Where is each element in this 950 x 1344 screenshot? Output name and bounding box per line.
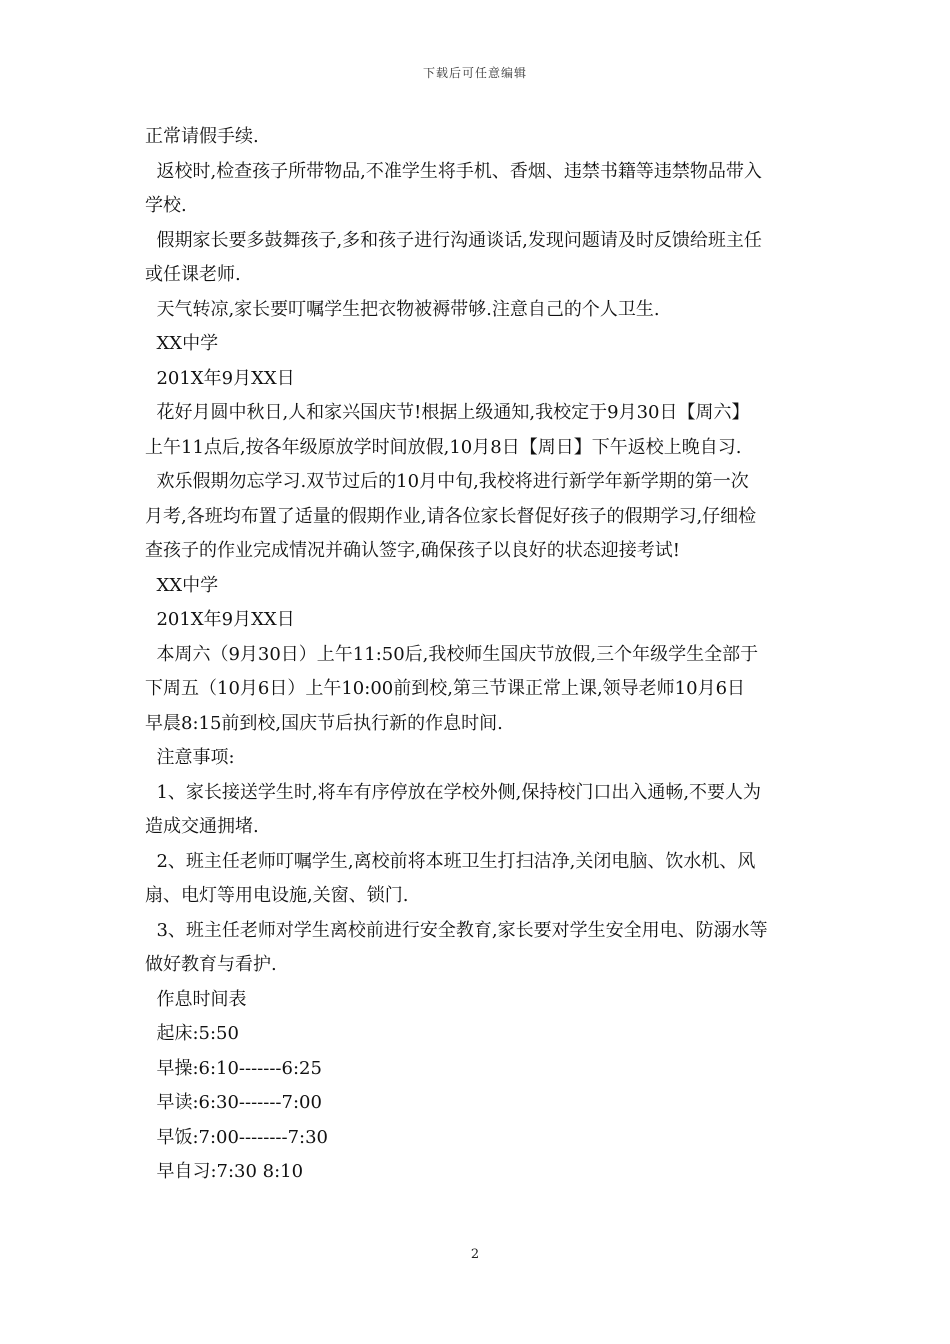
text-line: 或任课老师. [145, 264, 241, 285]
text-line: 正常请假手续. [145, 126, 259, 147]
text-line: 花好月圆中秋日,人和家兴国庆节!根据上级通知,我校定于9月30日【周六】 [145, 402, 750, 423]
text-line: 起床:5:50 [145, 1023, 239, 1044]
text-line: 返校时,检查孩子所带物品,不准学生将手机、香烟、违禁书籍等违禁物品带入 [145, 160, 762, 182]
document-body [145, 120, 810, 1190]
text-line: 扇、电灯等用电设施,关窗、锁门. [145, 885, 409, 906]
text-line: 201X年9月XX日 [145, 609, 295, 630]
text-line: 学校. [145, 195, 187, 216]
page-header: 下载后可任意编辑 [422, 66, 527, 80]
text-line: 月考,各班均布置了适量的假期作业,请各位家长督促好孩子的假期学习,仔细检 [145, 505, 757, 527]
page-number: 2 [470, 1247, 480, 1262]
text-line: 早饭:7:00--------7:30 [145, 1126, 329, 1148]
text-line: 上午11点后,按各年级原放学时间放假,10月8日【周日】下午返校上晚自习. [145, 436, 742, 458]
text-line: 201X年9月XX日 [145, 367, 295, 389]
text-line: 早读:6:30-------7:00 [145, 1092, 322, 1113]
text-line: 下周五（10月6日）上午10:00前到校,第三节课正常上课,领导老师10月6日 [145, 678, 746, 699]
text-line: XX中学 [145, 574, 219, 596]
text-line: 假期家长要多鼓舞孩子,多和孩子进行沟通谈话,发现问题请及时反馈给班主任 [145, 229, 762, 251]
text-line: 2、班主任老师叮嘱学生,离校前将本班卫生打扫洁净,关闭电脑、饮水机、风 [145, 850, 756, 872]
text-line: 早操:6:10-------6:25 [145, 1057, 322, 1079]
text-line: 作息时间表 [145, 988, 247, 1010]
text-line: 1、家长接送学生时,将车有序停放在学校外侧,保持校门口出入通畅,不要人为 [145, 781, 762, 803]
text-line: 注意事项: [145, 747, 235, 768]
text-line: 做好教育与看护. [145, 954, 277, 975]
text-line: 造成交通拥堵. [145, 816, 259, 837]
text-line: 欢乐假期勿忘学习.双节过后的10月中旬,我校将进行新学年新学期的第一次 [145, 471, 749, 492]
text-line: 查孩子的作业完成情况并确认签字,确保孩子以良好的状态迎接考试! [145, 540, 680, 561]
text-line: 早晨8:15前到校,国庆节后执行新的作息时间. [145, 712, 503, 734]
text-line: 天气转凉,家长要叮嘱学生把衣物被褥带够.注意自己的个人卫生. [145, 298, 660, 320]
text-line: 早自习:7:30 8:10 [145, 1161, 304, 1182]
text-line: 本周六（9月30日）上午11:50后,我校师生国庆节放假,三个年级学生全部于 [145, 643, 759, 665]
text-line: 3、班主任老师对学生离校前进行安全教育,家长要对学生安全用电、防溺水等 [145, 919, 768, 941]
text-line: XX中学 [145, 333, 219, 354]
